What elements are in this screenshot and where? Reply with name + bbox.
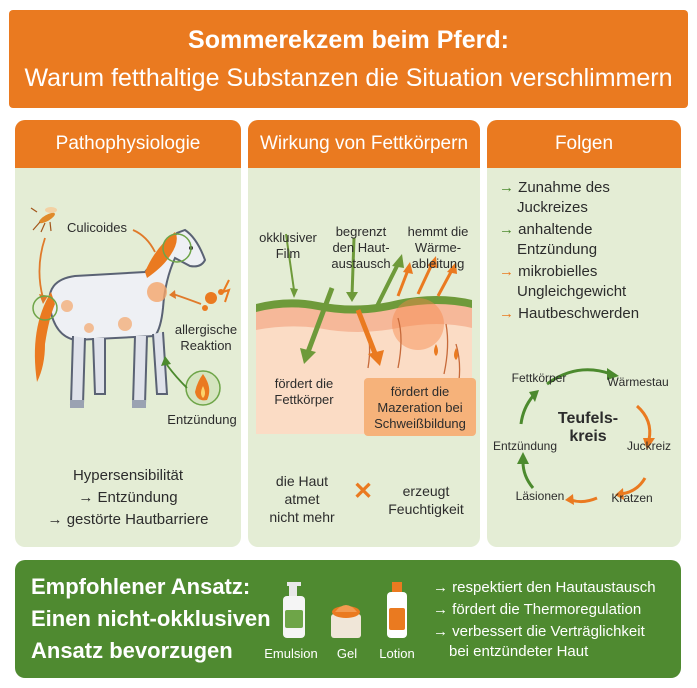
emulsion-bottle-icon bbox=[283, 582, 305, 638]
limit-label-3: austausch bbox=[331, 256, 391, 271]
gel-jar-icon bbox=[331, 605, 361, 638]
panel-title: Folgen bbox=[487, 120, 681, 168]
page-title: Sommerekzem beim Pferd: bbox=[188, 26, 509, 54]
inflammation-label: Entzündung bbox=[167, 412, 237, 427]
breath-label-2: atmet bbox=[284, 491, 320, 507]
lotion-bottle-icon bbox=[387, 582, 407, 638]
benefit-item: → fördert die Thermoregulation bbox=[433, 601, 642, 618]
limit-label-1: begrenzt bbox=[335, 224, 387, 239]
cycle-node: Kratzen bbox=[611, 491, 653, 505]
arrow-icon: → bbox=[499, 305, 514, 322]
summary-line-1: Hypersensibilität bbox=[72, 467, 184, 484]
recommendation-title-2: Einen nicht-okklusiven bbox=[31, 606, 271, 631]
recommendation-title-3: Ansatz bevorzugen bbox=[31, 638, 233, 663]
mosquito-icon bbox=[31, 207, 57, 232]
fat-label-1: fördert die bbox=[274, 376, 334, 391]
panel-title: Wirkung von Fettkörpern bbox=[248, 120, 480, 168]
maceration-label-2: Mazeration bei bbox=[377, 400, 463, 415]
arrow-icon: → bbox=[499, 221, 514, 238]
panel-consequences bbox=[487, 120, 681, 547]
consequence-item: → Zunahme des bbox=[499, 179, 610, 196]
maceration-label-1: fördert die bbox=[390, 384, 450, 399]
recommendation-title-1: Empfohlener Ansatz: bbox=[31, 574, 251, 599]
summary-line-2: → Entzündung bbox=[78, 489, 178, 506]
cycle-node: Juckreiz bbox=[626, 439, 671, 453]
consequence-item-cont: Ungleichgewicht bbox=[517, 283, 627, 300]
arrow-icon: → bbox=[499, 179, 514, 196]
maceration-label-3: Schweißbildung bbox=[374, 416, 466, 431]
fat-label-2: Fettkörper bbox=[274, 392, 334, 407]
product-label: Lotion bbox=[379, 646, 415, 661]
consequence-item: → mikrobielles bbox=[499, 263, 598, 280]
benefit-item: → verbessert die Verträglichkeit bbox=[433, 623, 645, 640]
consequence-item-cont: Juckreizes bbox=[517, 199, 588, 216]
cycle-node: Läsionen bbox=[515, 489, 565, 503]
recommendation-banner bbox=[15, 560, 681, 678]
arrow-icon: → bbox=[499, 263, 514, 280]
header-banner bbox=[9, 10, 688, 108]
heat-label-3: ableitung bbox=[411, 256, 465, 271]
panel-title: Pathophysiologie bbox=[15, 120, 241, 168]
product-label: Emulsion bbox=[264, 646, 318, 661]
product-icons bbox=[269, 578, 419, 642]
consequence-item: → anhaltende bbox=[499, 221, 593, 238]
benefit-item: bei entzündeter Haut bbox=[449, 643, 589, 660]
moisture-label-1: erzeugt bbox=[402, 483, 450, 499]
panel-fat-effects bbox=[248, 120, 480, 547]
fire-icon bbox=[186, 371, 220, 405]
panel-pathophysiology bbox=[15, 120, 241, 547]
page-subtitle: Warum fetthaltige Substanzen die Situation verschlimmern bbox=[24, 64, 673, 92]
allergy-label-2: Reaktion bbox=[180, 338, 232, 353]
cross-icon: ✕ bbox=[352, 478, 374, 505]
heat-label-2: Wärme- bbox=[414, 240, 462, 255]
cycle-center-1: Teufels- bbox=[557, 410, 619, 427]
moisture-label-2: Feuchtigkeit bbox=[388, 501, 464, 517]
breath-label-1: die Haut bbox=[275, 473, 329, 489]
breath-label-3: nicht mehr bbox=[269, 509, 335, 525]
limit-label-2: den Haut- bbox=[332, 240, 390, 255]
cycle-node: Entzündung bbox=[492, 439, 558, 453]
culicoides-label: Culicoides bbox=[67, 220, 127, 235]
consequence-item-cont: Entzündung bbox=[517, 241, 598, 258]
allergy-label-1: allergische bbox=[174, 322, 238, 337]
heat-label-1: hemmt die bbox=[407, 224, 469, 239]
cycle-node: Fettkörper bbox=[511, 371, 567, 385]
allergen-icon bbox=[202, 280, 229, 311]
film-label-2: Film bbox=[275, 246, 301, 261]
summary-line-3: → gestörte Hautbarriere bbox=[47, 511, 209, 528]
cycle-node: Wärmestau bbox=[607, 375, 669, 389]
benefit-item: → respektiert den Hautaustausch bbox=[433, 579, 656, 596]
film-label-1: okklusiver bbox=[259, 230, 317, 245]
cycle-center-2: kreis bbox=[569, 428, 607, 445]
product-label: Gel bbox=[336, 646, 358, 661]
consequence-item: → Hautbeschwerden bbox=[499, 305, 640, 322]
